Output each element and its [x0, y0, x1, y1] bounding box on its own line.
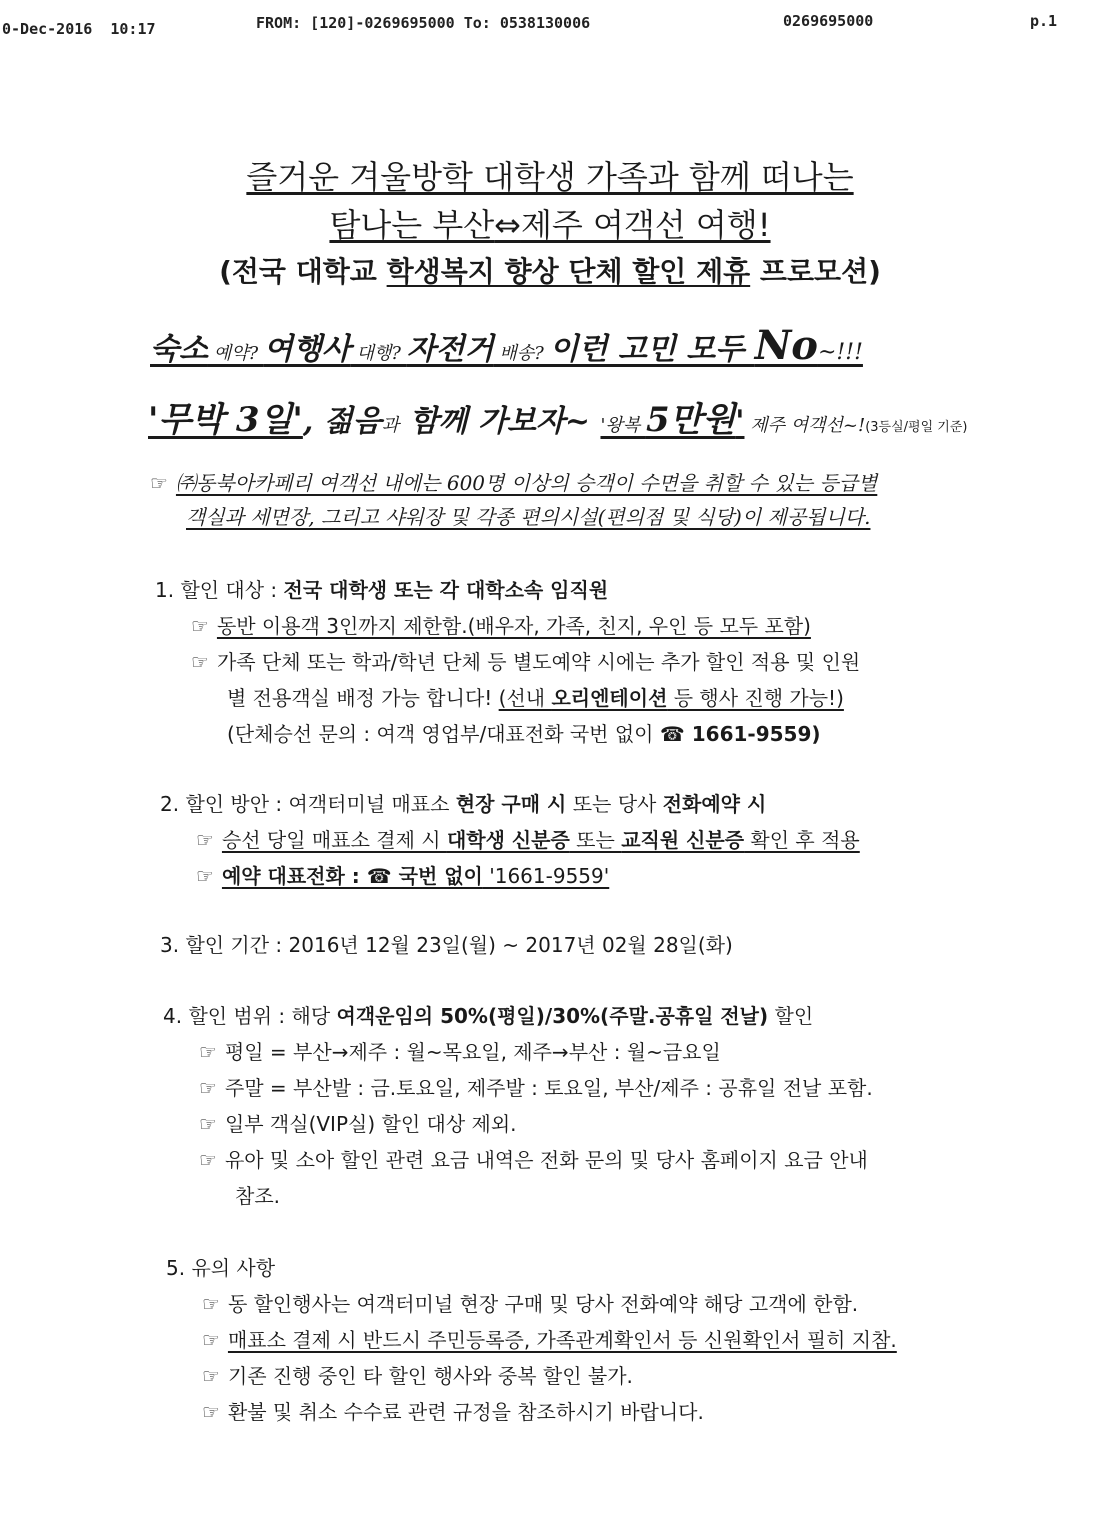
list-item: ☞ 가족 단체 또는 학과/학년 단체 등 별도예약 시에는 추가 할인 적용 및 인원 — [155, 644, 860, 680]
list-item: ☞ 기존 진행 중인 타 할인 행사와 중복 할인 불가. — [166, 1358, 897, 1394]
pointing-hand-icon: ☞ — [199, 1040, 217, 1064]
title-line-3: (전국 대학교 학생복지 향상 단체 할인 제휴 프로모션) — [219, 255, 881, 288]
pointing-hand-icon: ☞ — [202, 1364, 220, 1388]
list-item: ☞ 승선 당일 매표소 결제 시 대학생 신분증 또는 교직원 신분증 확인 후 적용 — [160, 822, 860, 858]
section-discount-target — [155, 572, 860, 752]
list-item-continuation: 참조. — [235, 1184, 280, 1208]
handwritten-line-1: 숙소 예약? 여행사 대행? 자전거 배송? 이런 고민 모두 No~!!! — [150, 322, 863, 369]
intro-paragraph: ☞ ㈜동북아카페리 여객선 내에는 600명 이상의 승객이 수면을 취할 수 있는 등급별 객실과 세면장, 그리고 샤워장 및 각종 편의시설(편의점 및 식당)이 제공됩니다. — [150, 466, 1040, 534]
list-item: ☞ 유아 및 소아 할인 관련 요금 내역은 전화 문의 및 당사 홈페이지 요금 안내 — [163, 1142, 873, 1178]
list-item: ☞ 동 할인행사는 여객터미널 현장 구매 및 당사 전화예약 해당 고객에 한함. — [166, 1286, 897, 1322]
section-discount-period — [160, 927, 733, 963]
pointing-hand-icon: ☞ — [199, 1148, 217, 1172]
pointing-hand-icon: ☞ — [202, 1328, 220, 1352]
fax-date: 0-Dec-2016 10:17 — [2, 20, 156, 38]
section-heading: 2. 할인 방안 : 여객터미널 매표소 현장 구매 시 또는 당사 전화예약 시 — [160, 792, 767, 816]
pointing-hand-icon: ☞ — [191, 614, 209, 638]
fax-from: FROM: [120]-0269695000 To: 0538130006 — [256, 14, 591, 32]
fax-number: 0269695000 — [783, 12, 874, 30]
pointing-hand-icon: ☞ — [199, 1112, 217, 1136]
list-item: ☞ 주말 = 부산발 : 금.토요일, 제주발 : 토요일, 부산/제주 : 공휴일 전날 포함. — [163, 1070, 873, 1106]
section-heading: 4. 할인 범위 : 해당 여객운임의 50%(평일)/30%(주말.공휴일 전날) 할인 — [163, 1004, 814, 1028]
handwritten-line-2: '무박 3일', 젊음과 함께 가보자~ '왕복 5만원' 제주 여객선~!(3등실/평일 기준) — [148, 400, 968, 440]
pointing-hand-icon: ☞ — [191, 650, 209, 674]
group-inquiry-line: (단체승선 문의 : 여객 영업부/대표전화 국번 없이 ☎ 1661-9559) — [227, 722, 821, 746]
pointing-hand-icon: ☞ — [202, 1400, 220, 1424]
pointing-hand-icon: ☞ — [196, 828, 214, 852]
fax-page-number: p.1 — [1030, 12, 1058, 30]
pointing-hand-icon: ☞ — [196, 864, 214, 888]
list-item: ☞ 동반 이용객 3인까지 제한함.(배우자, 가족, 친지, 우인 등 모두 포함) — [155, 608, 860, 644]
section-notes — [166, 1250, 897, 1430]
section-discount-method — [160, 786, 860, 894]
fax-header — [0, 12, 1100, 42]
section-heading: 3. 할인 기간 : 2016년 12월 23일(월) ~ 2017년 02월 28일(화) — [160, 933, 733, 957]
list-item: ☞ 환불 및 취소 수수료 관련 규정을 참조하시기 바랍니다. — [166, 1394, 897, 1430]
pointing-hand-icon: ☞ — [150, 471, 168, 495]
section-heading: 5. 유의 사항 — [166, 1256, 276, 1280]
list-item: ☞ 평일 = 부산→제주 : 월~목요일, 제주→부산 : 월~금요일 — [163, 1034, 873, 1070]
condition-note: (3등실/평일 기준) — [865, 420, 968, 435]
phone-number: ☎ 1661-9559) — [659, 722, 821, 746]
section-discount-scope — [163, 998, 873, 1214]
title-line-2: 탐나는 부산⇔제주 여객선 여행! — [329, 206, 771, 244]
list-item: ☞ 일부 객실(VIP실) 할인 대상 제외. — [163, 1106, 873, 1142]
section-heading: 1. 할인 대상 : 전국 대학생 또는 각 대학소속 임직원 — [155, 578, 609, 602]
pointing-hand-icon: ☞ — [199, 1076, 217, 1100]
list-item: ☞ 예약 대표전화 : ☎ 국번 없이 '1661-9559' — [160, 858, 860, 894]
list-item-continuation: 별 전용객실 배정 가능 합니다! (선내 오리엔테이션 등 행사 진행 가능!) — [227, 686, 844, 710]
list-item: ☞ 매표소 결제 시 반드시 주민등록증, 가족관계확인서 등 신원확인서 필히 지참. — [166, 1322, 897, 1358]
title-line-1: 즐거운 겨울방학 대학생 가족과 함께 떠나는 — [246, 158, 854, 196]
pointing-hand-icon: ☞ — [202, 1292, 220, 1316]
bidirectional-arrow-icon: ⇔ — [494, 206, 521, 244]
